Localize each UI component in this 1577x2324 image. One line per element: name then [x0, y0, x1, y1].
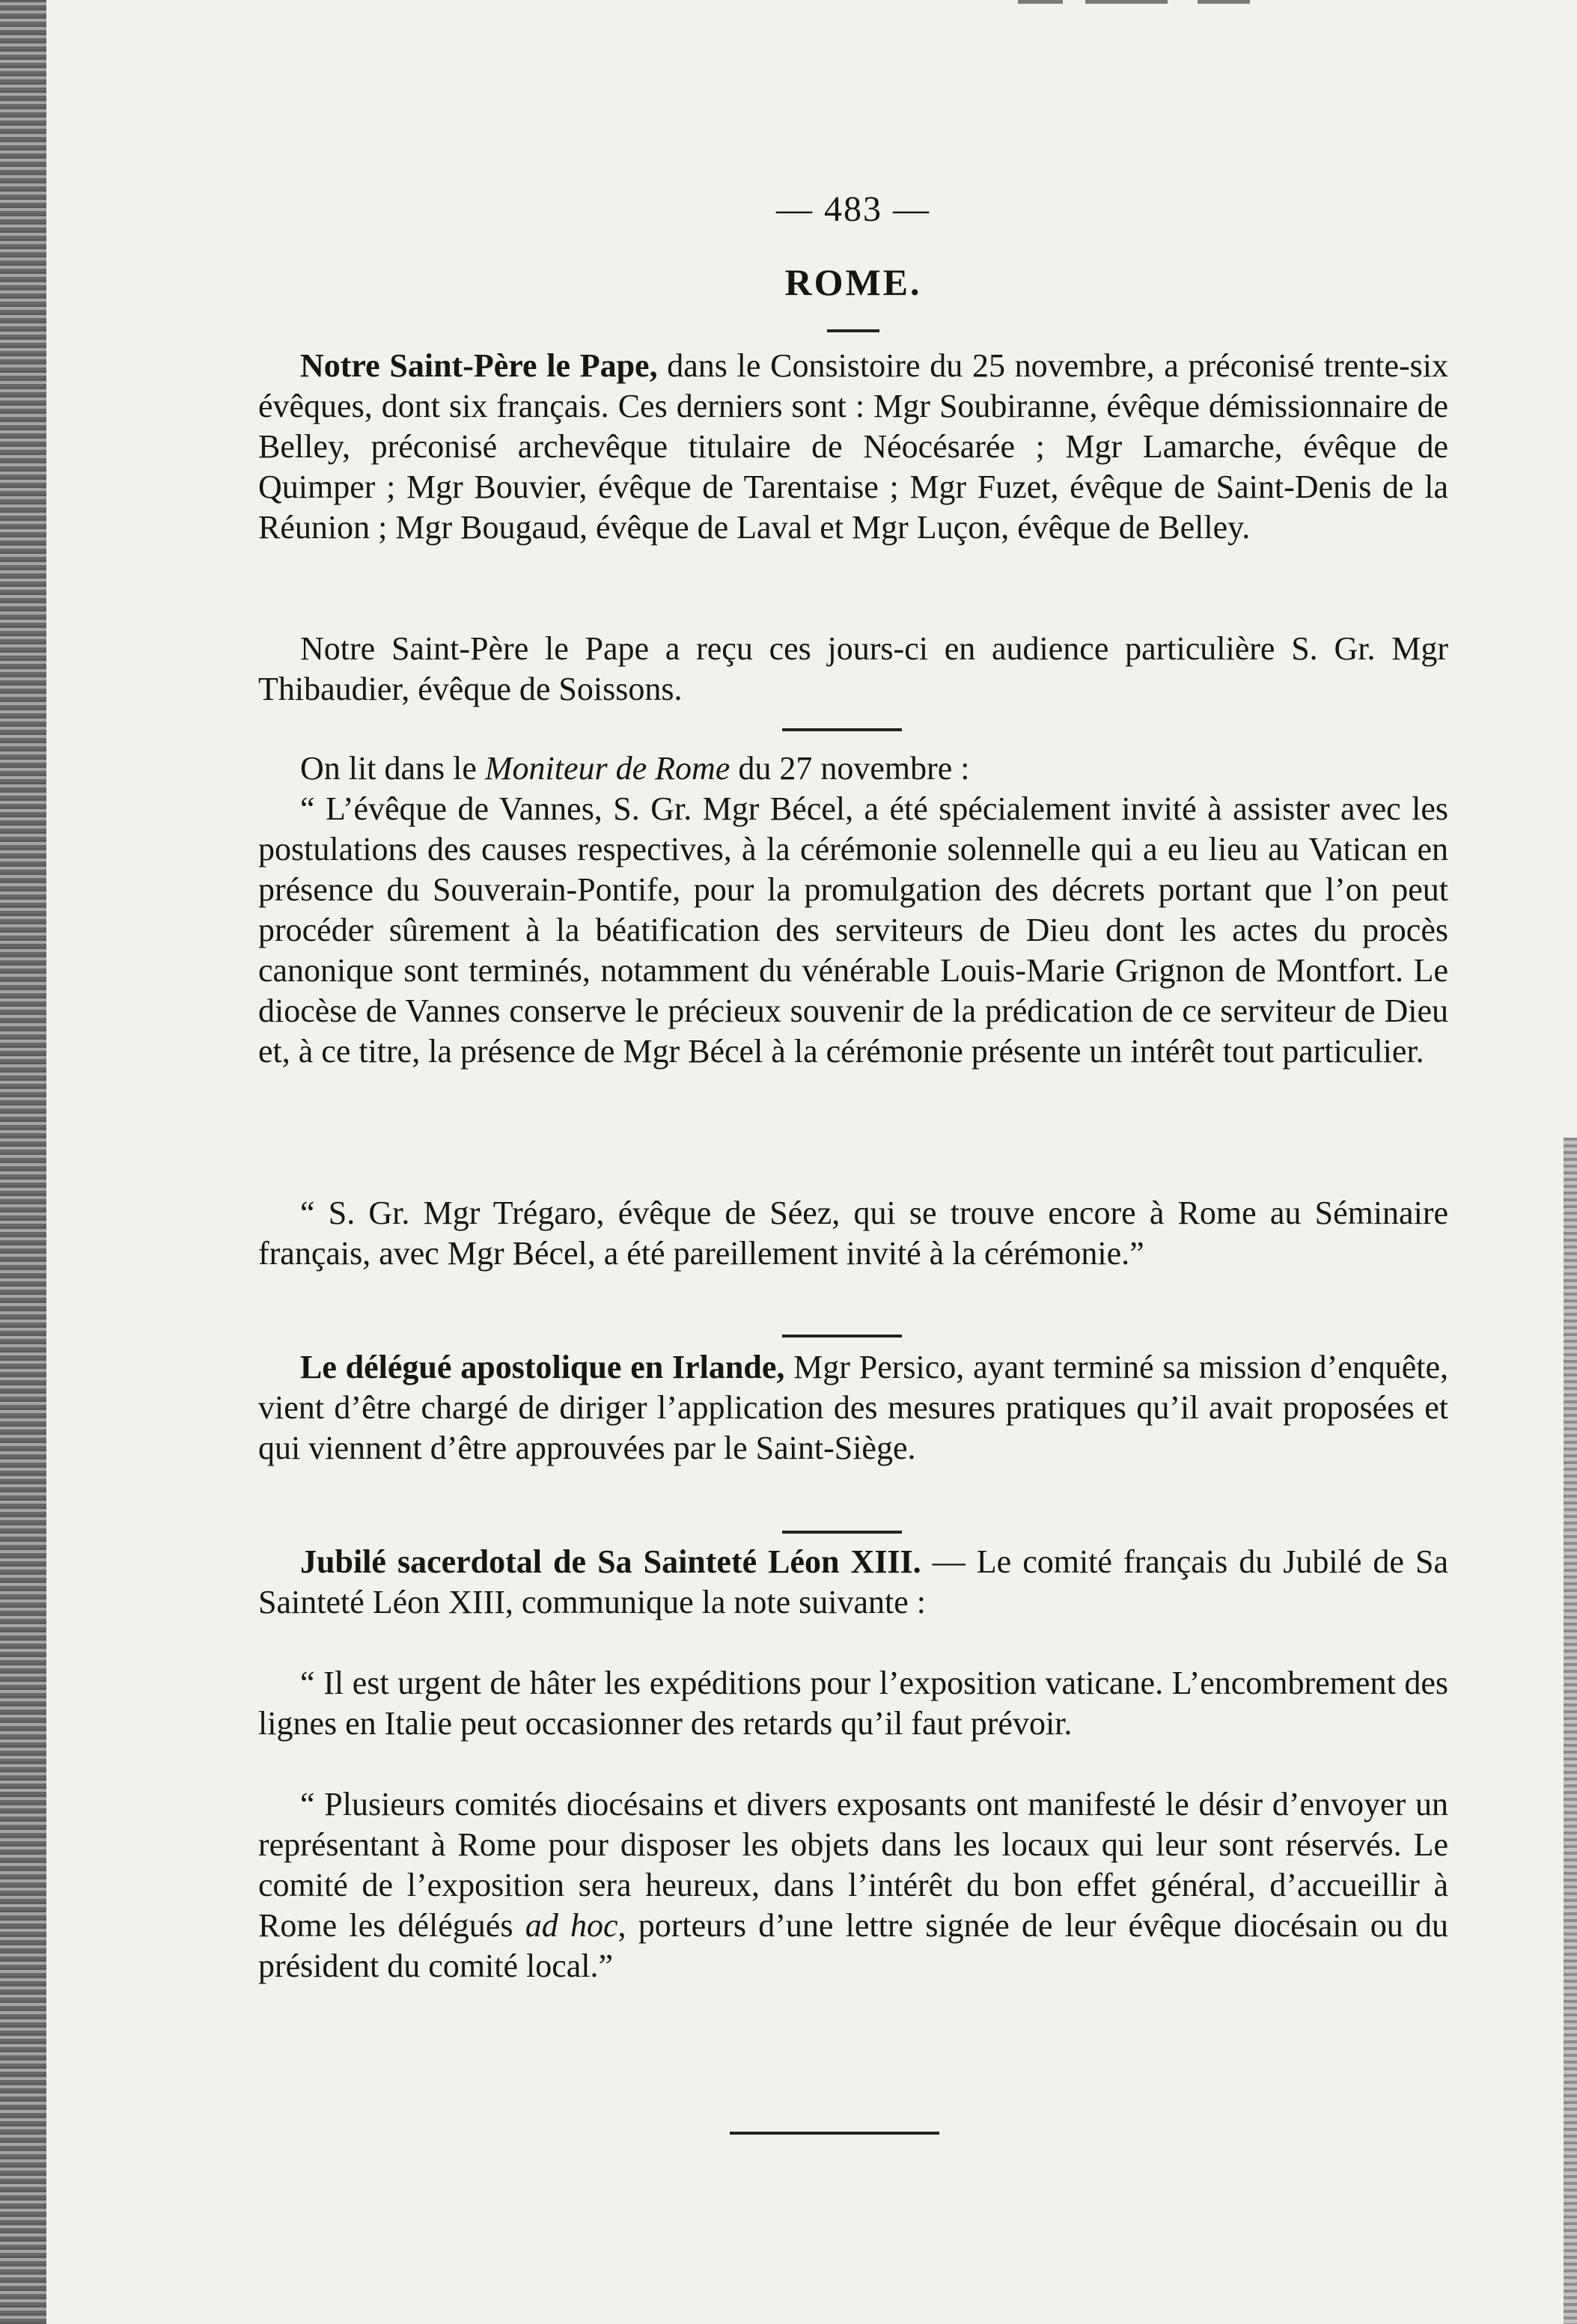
section-title: ROME. [784, 261, 922, 303]
separator-rule [782, 728, 902, 731]
page-edge-scan-artifact-right [1564, 1138, 1577, 2324]
page-number: — 483 — [776, 189, 930, 229]
paragraph-lead: Jubilé sacerdotal de Sa Sainteté Léon XIII. [300, 1543, 921, 1580]
latin-phrase: ad hoc [525, 1907, 618, 1944]
paragraph-consistory [258, 346, 1448, 548]
paragraph-exposition-quote: “ Il est urgent de hâter les expéditions pour l’exposition vaticane. L’encombrement des lignes en Italie peut occasionner des retards qu’il faut prévoir. [258, 1665, 1448, 1742]
paragraph-text: “ Plusieurs comités diocésains et divers exposants ont manifesté le désir d’envoyer un représentant à Rome pour disposer les objets dans les locaux qui leur sont réservés. Le comité de l’exposition sera heureux, dans l’intérêt du bon effet général, d’accueillir à Rome les délégués [258, 1786, 1448, 1944]
paragraph-delegates-quote [258, 1784, 1448, 1986]
separator-rule [782, 1531, 902, 1534]
end-rule [730, 2132, 939, 2135]
paragraph-vannes-quote: “ L’évêque de Vannes, S. Gr. Mgr Bécel, a été spécialement invité à assister avec les postulations des causes respectives, à la cérémonie solennelle qui a eu lieu au Vatican en présence du Souverain-Pontife, pour la promulgation des décrets portant que l’on peut procéder sûrement à la béatification des serviteurs de Dieu dont les actes du procès canonique sont terminés, notamment du vénérable Louis-Marie Grignon de Montfort. Le diocèse de Vannes conserve le précieux souvenir de la prédication de ce serviteur de Dieu et, à ce titre, la présence de Mgr Bécel à la cérémonie présente un intérêt tout particulier. [258, 790, 1448, 1070]
page-edge-scan-artifact [0, 0, 46, 2324]
paragraph-lead: Notre Saint-Père le Pape, [300, 347, 658, 384]
paragraph-ireland [258, 1347, 1448, 1468]
paragraph-moniteur-intro [258, 748, 1448, 789]
paragraph-lead: Le délégué apostolique en Irlande, [300, 1349, 785, 1385]
paragraph-audience: Notre Saint-Père le Pape a reçu ces jours-ci en audience particulière S. Gr. Mgr Thibaudier, évêque de Soissons. [258, 630, 1448, 707]
paragraph-jubilee [258, 1542, 1448, 1623]
paragraph-text: Mgr Persico, ayant terminé sa mission d’enquête, vient d’être chargé de diriger l’application des mesures pratiques qu’il avait proposées et qui viennent d’être approuvées par le Saint-Siège. [258, 1349, 1448, 1466]
top-scan-mark [1018, 0, 1063, 4]
paragraph-text: dans le Consistoire du 25 novembre, a préconisé trente-six évêques, dont six français. Ces derniers sont : Mgr Soubiranne, évêque démissionnaire de Belley, préconisé archevêque titulaire de Néocésarée ; Mgr Lamarche, évêque de Quimper ; Mgr Bouvier, évêque de Tarentaise ; Mgr Fuzet, évêque de Saint-Denis de la Réunion ; Mgr Bougaud, évêque de Laval et Mgr Luçon, évêque de Belley. [258, 347, 1448, 546]
top-scan-mark [1198, 0, 1250, 4]
title-rule [827, 329, 879, 332]
separator-rule [782, 1335, 902, 1338]
publication-title: Moniteur de Rome [484, 750, 730, 787]
top-scan-mark [1085, 0, 1168, 4]
paragraph-seez-quote: “ S. Gr. Mgr Trégaro, évêque de Séez, qui se trouve encore à Rome au Séminaire français, avec Mgr Bécel, a été pareillement invité à la cérémonie.” [258, 1195, 1448, 1272]
paragraph-text: — Le comité français du Jubilé de Sa Sainteté Léon XIII, communique la note suivante : [258, 1543, 1448, 1620]
paragraph-text: On lit dans le [300, 750, 485, 787]
paragraph-text: , porteurs d’une lettre signée de leur évêque diocésain ou du président du comité local.” [258, 1907, 1448, 1984]
paragraph-text: du 27 novembre : [730, 750, 970, 787]
